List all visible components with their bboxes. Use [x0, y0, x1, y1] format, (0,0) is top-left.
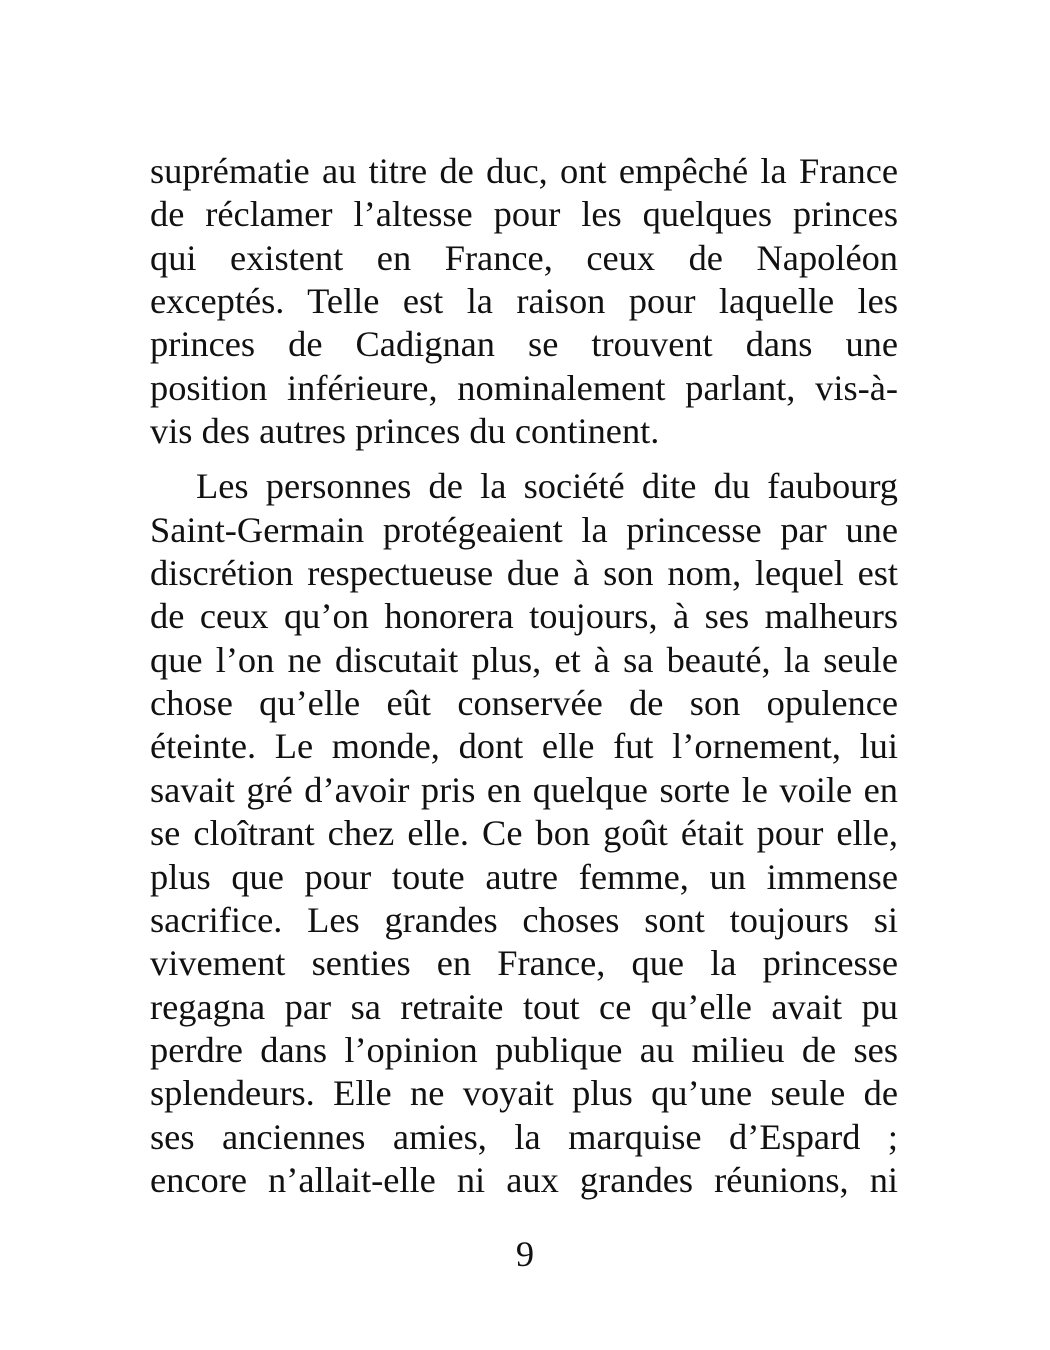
- text-line: suprématie au titre de duc, ont empêché la France: [150, 151, 898, 191]
- text-line: exceptés. Telle est la raison pour laquelle les: [150, 281, 898, 322]
- text-line: encore n’allait-elle ni aux grandes réunions, ni: [150, 1159, 898, 1200]
- text-line: plus que pour toute autre femme, un immense: [150, 856, 898, 897]
- text-line: de ceux qu’on honorera toujours, à ses malheurs: [150, 596, 898, 637]
- text-line: éteinte. Le monde, dont elle fut l’ornement, lui: [150, 726, 898, 767]
- text-line: Les personnes de la société dite du faubourg: [196, 466, 898, 507]
- text-line: chose qu’elle eût conservée de son opulence: [150, 683, 898, 724]
- text-line: vivement senties en France, que la princesse: [150, 943, 898, 984]
- text-line: savait gré d’avoir pris en quelque sorte le voile en: [150, 769, 898, 810]
- text-line: discrétion respectueuse due à son nom, lequel est: [150, 553, 898, 594]
- text-line: se cloîtrant chez elle. Ce bon goût était pour elle,: [150, 813, 898, 854]
- text-line: Saint-Germain protégeaient la princesse par une: [150, 509, 898, 550]
- text-line: ses anciennes amies, la marquise d’Espard ;: [150, 1116, 898, 1157]
- text-line: princes de Cadignan se trouvent dans une: [150, 324, 898, 365]
- paragraph-1: [150, 150, 898, 453]
- paragraph-spacer: [150, 453, 898, 465]
- text-line: sacrifice. Les grandes choses sont toujours si: [150, 899, 898, 940]
- paragraph-2: [150, 465, 898, 1202]
- text-line: perdre dans l’opinion publique au milieu de ses: [150, 1029, 898, 1070]
- text-line: que l’on ne discutait plus, et à sa beauté, la seule: [150, 639, 898, 680]
- text-line: splendeurs. Elle ne voyait plus qu’une seule de: [150, 1073, 898, 1114]
- text-line: qui existent en France, ceux de Napoléon: [150, 237, 898, 278]
- text-line: position inférieure, nominalement parlant, vis-à-: [150, 367, 898, 408]
- text-line: de réclamer l’altesse pour les quelques princes: [150, 194, 898, 235]
- text-line: regagna par sa retraite tout ce qu’elle avait pu: [150, 986, 898, 1027]
- text-line: vis des autres princes du continent.: [150, 411, 660, 452]
- page-number: 9: [515, 1234, 535, 1274]
- page-body: [150, 150, 898, 1202]
